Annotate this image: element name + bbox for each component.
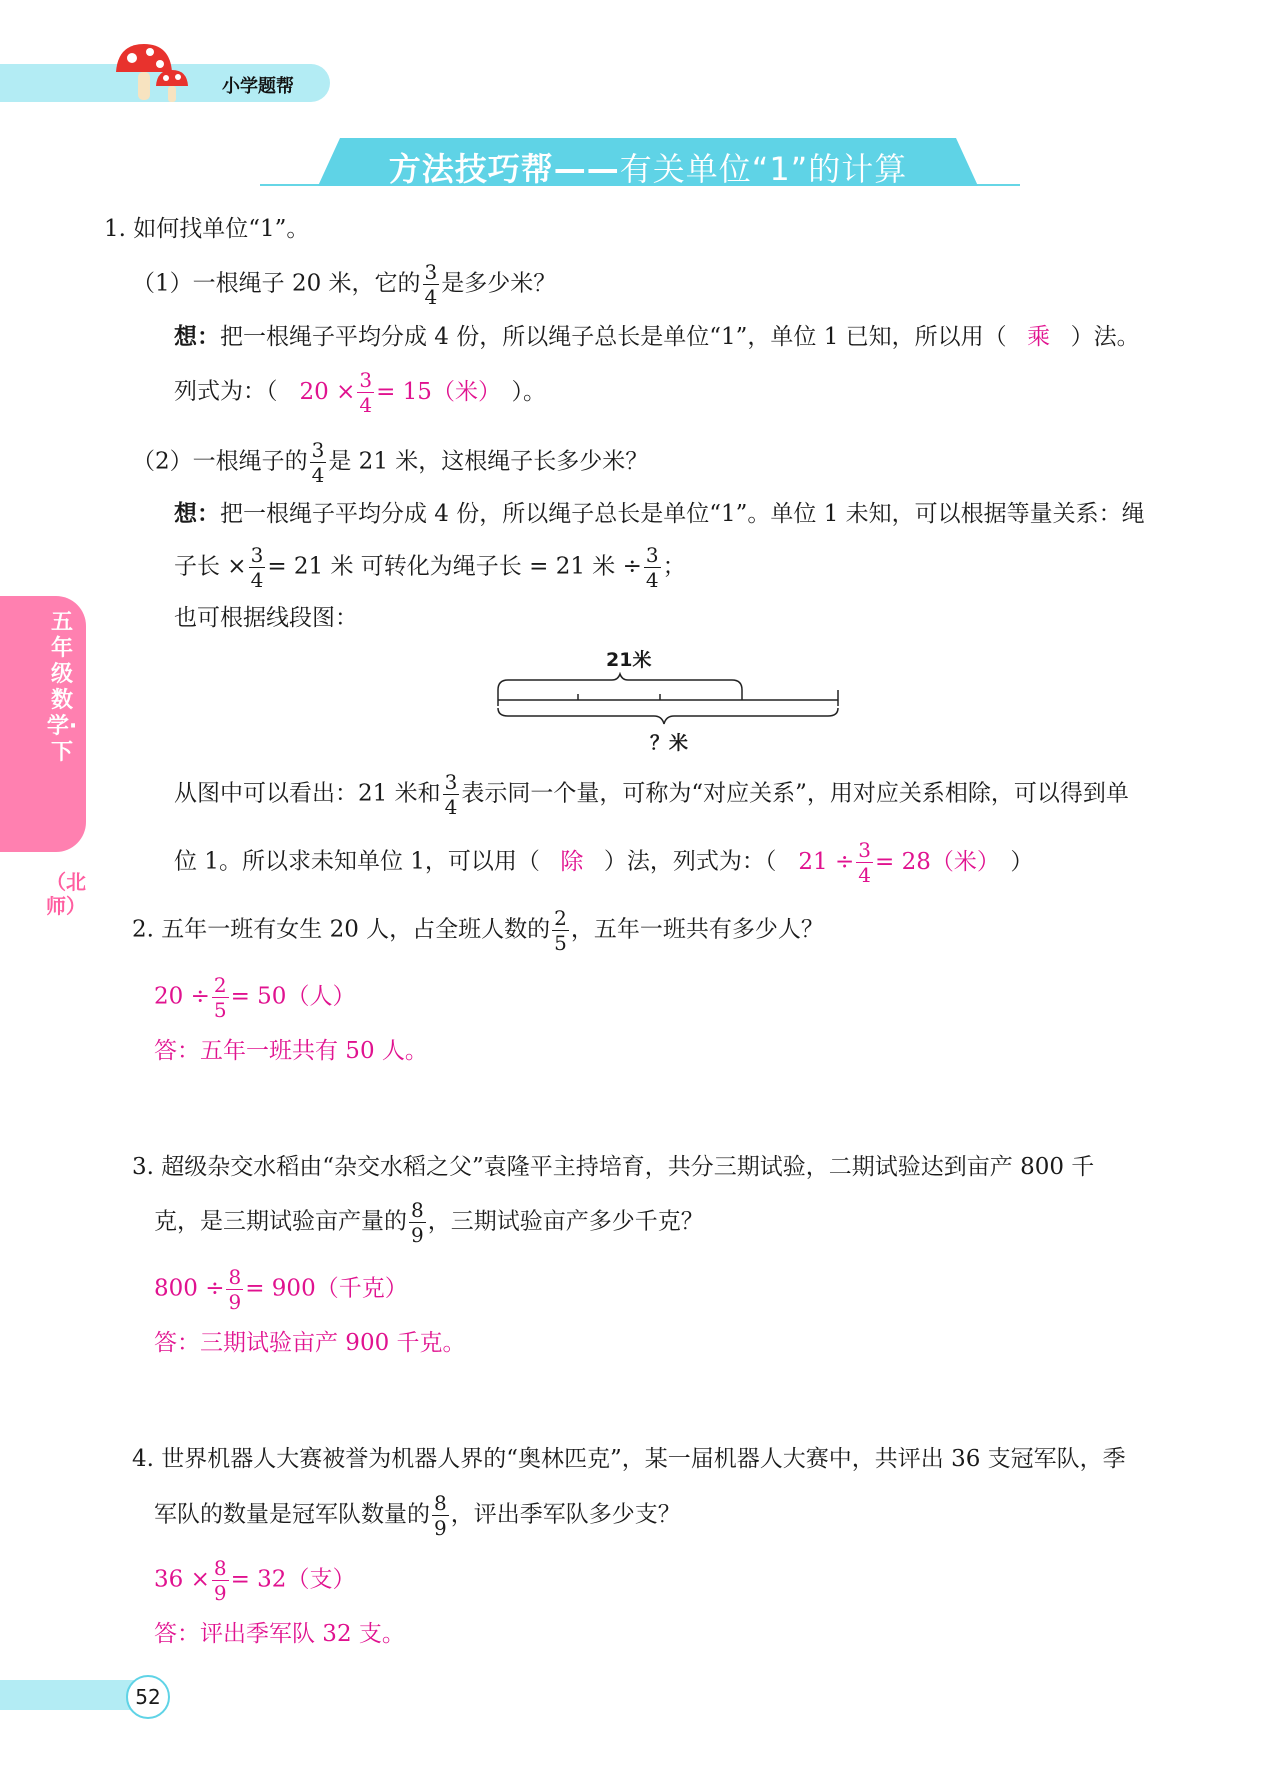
page-title: 方法技巧帮——有关单位“1”的计算 — [388, 150, 908, 188]
equation-answer: 21 ÷ $\frac{3}{4}$ = 28（米） — [798, 838, 989, 887]
q1-part2-think: 想：把一根绳子平均分成 4 份，所以绳子总长是单位“1”。单位 1 未知，可以根据等量关系：绳 — [174, 500, 1145, 527]
q1-part1-stem: （1）一根绳子 20 米，它的 $\frac{3}{4}$ 是多少米？ — [132, 260, 557, 309]
page-number: 52 — [126, 1675, 170, 1719]
q1-part2-stem: （2）一根绳子的 $\frac{3}{4}$ 是 21 米，这根绳子长多少米？ — [132, 438, 649, 487]
edition-label: （北师） — [46, 870, 86, 918]
line-segment-diagram — [494, 672, 842, 732]
q1-part1-think: 想：把一根绳子平均分成 4 份，所以绳子总长是单位“1”，单位 1 已知，所以用（ 乘 ）法。 — [174, 323, 1140, 350]
q3-answer: 答：三期试验亩产 900 千克。 — [154, 1330, 466, 1356]
fraction: $\frac{3}{4}$ — [424, 260, 438, 309]
mushroom-logo-icon — [112, 38, 192, 106]
q3-line2: 克，是三期试验亩产量的 $\frac{8}{9}$ ，三期试验亩产多少千克？ — [154, 1198, 704, 1247]
q4-calculation: 36 × $\frac{8}{9}$ = 32（支） — [154, 1556, 356, 1605]
diagram-top-label: 21米 — [606, 649, 652, 671]
q2-answer: 答：五年一班共有 50 人。 — [154, 1038, 428, 1064]
diagram-intro: 也可根据线段图： — [174, 605, 358, 631]
q2-calculation: 20 ÷ $\frac{2}{5}$ = 50（人） — [154, 973, 356, 1022]
q4-line2: 军队的数量是冠军队数量的 $\frac{8}{9}$ ，评出季军队多少支？ — [154, 1491, 681, 1540]
q3-line1: 3. 超级杂交水稻由“杂交水稻之父”袁隆平主持培育，共分三期试验，二期试验达到亩产 800 千 — [132, 1154, 1095, 1180]
fill-blank-answer: 除 — [560, 848, 584, 875]
q1-part2-relation: 子长 × $\frac{3}{4}$ = 21 米 可转化为绳子长 = 21 米 ÷ $\frac{3}{4}$ ； — [174, 543, 686, 592]
q1-part2-conclusion: 位 1。所以求未知单位 1，可以用（ 除 ）法，列式为：（ 21 ÷ $\frac{3}{4}$ = 28（米） ） — [174, 838, 1034, 887]
brand-name: 小学题帮 — [222, 76, 294, 97]
q1-part1-equation: 列式为：（ 20 × $\frac{3}{4}$ = 15（米） ）。 — [174, 368, 546, 417]
fill-blank-answer: 乘 — [1027, 324, 1051, 350]
q1-part2-observation: 从图中可以看出：21 米和 $\frac{3}{4}$ 表示同一个量，可称为“对应关系”，用对应关系相除，可以得到单 — [174, 770, 1129, 819]
q1-heading: 1. 如何找单位“1”。 — [104, 216, 310, 242]
q4-line1: 4. 世界机器人大赛被誉为机器人界的“奥林匹克”，某一届机器人大赛中，共评出 36 支冠军队，季 — [132, 1446, 1126, 1472]
q3-calculation: 800 ÷ $\frac{8}{9}$ = 900（千克） — [154, 1265, 408, 1314]
q4-answer: 答：评出季军队 32 支。 — [154, 1621, 405, 1647]
q2-stem: 2. 五年一班有女生 20 人，占全班人数的 $\frac{2}{5}$ ，五年一班共有多少人？ — [132, 906, 824, 955]
diagram-bottom-label: ？米 — [650, 732, 689, 754]
grade-label: 五年级数学·下 — [46, 610, 78, 765]
footer-band — [0, 1680, 140, 1710]
equation-answer: 20 × $\frac{3}{4}$ = 15（米） — [299, 368, 490, 417]
